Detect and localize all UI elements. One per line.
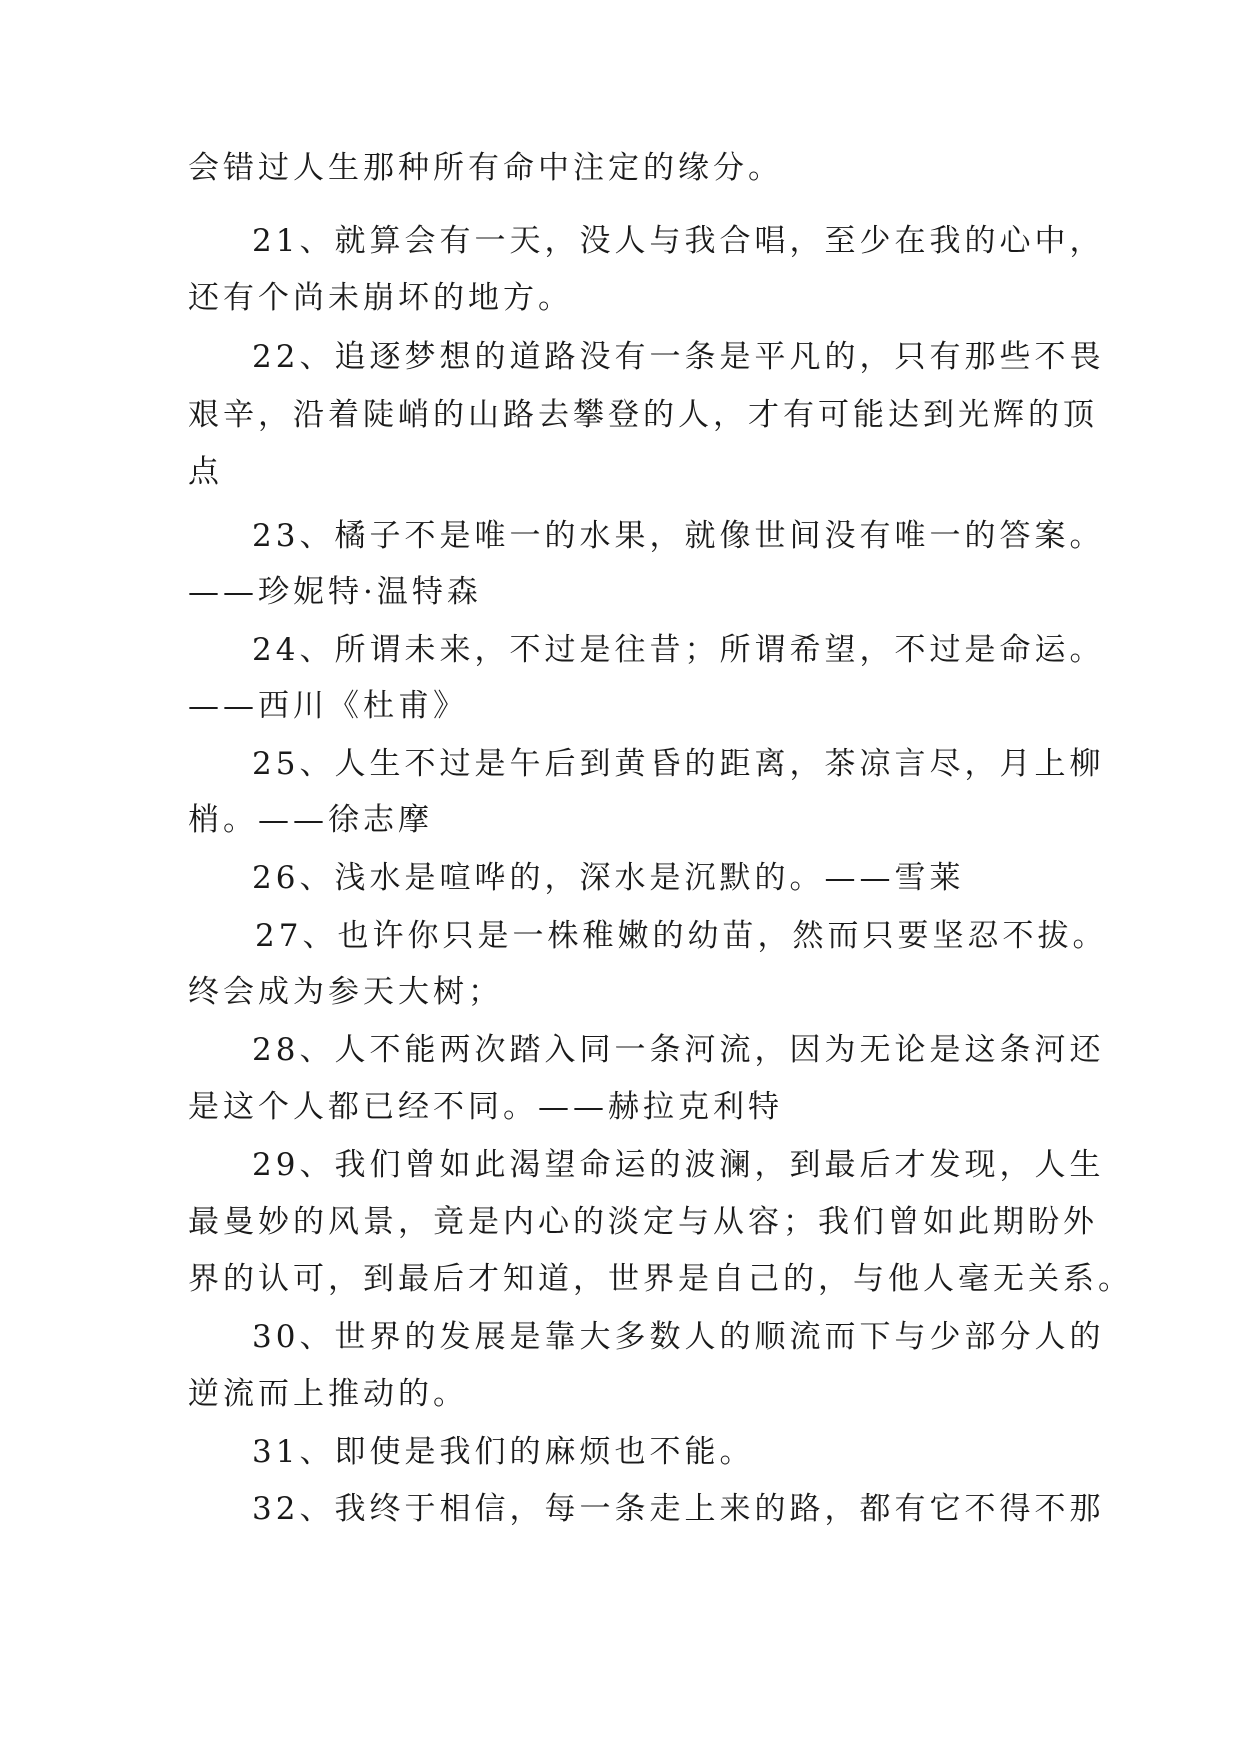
text-line: 会错过人生那种所有命中注定的缘分。 bbox=[188, 150, 783, 186]
text-line: 28、人不能两次踏入同一条河流，因为无论是这条河还 bbox=[252, 1032, 1105, 1068]
text-line: 27、也许你只是一株稚嫩的幼苗，然而只要坚忍不拔。 bbox=[255, 918, 1108, 954]
text-line: 界的认可，到最后才知道，世界是自己的，与他人毫无关系。 bbox=[188, 1261, 1133, 1297]
text-line: ——西川《杜甫》 bbox=[188, 688, 468, 724]
text-line: 23、橘子不是唯一的水果，就像世间没有唯一的答案。 bbox=[252, 518, 1105, 554]
text-line: 24、所谓未来，不过是往昔；所谓希望，不过是命运。 bbox=[252, 632, 1105, 668]
text-line: 22、追逐梦想的道路没有一条是平凡的，只有那些不畏 bbox=[252, 339, 1105, 375]
text-line: 艰辛，沿着陡峭的山路去攀登的人，才有可能达到光辉的顶 bbox=[188, 397, 1098, 433]
text-line: 21、就算会有一天，没人与我合唱，至少在我的心中， bbox=[252, 223, 1105, 259]
text-line: 终会成为参天大树； bbox=[188, 974, 503, 1010]
text-line: 25、人生不过是午后到黄昏的距离，茶凉言尽，月上柳 bbox=[252, 746, 1105, 782]
text-line: 30、世界的发展是靠大多数人的顺流而下与少部分人的 bbox=[252, 1319, 1105, 1355]
text-line: 还有个尚未崩坏的地方。 bbox=[188, 280, 573, 316]
text-line: 最曼妙的风景，竟是内心的淡定与从容；我们曾如此期盼外 bbox=[188, 1204, 1098, 1240]
text-line: ——珍妮特·温特森 bbox=[188, 574, 482, 610]
text-line: 29、我们曾如此渴望命运的波澜，到最后才发现，人生 bbox=[252, 1147, 1105, 1183]
text-line: 32、我终于相信，每一条走上来的路，都有它不得不那 bbox=[252, 1491, 1105, 1527]
text-line: 是这个人都已经不同。——赫拉克利特 bbox=[188, 1089, 783, 1125]
text-line: 逆流而上推动的。 bbox=[188, 1376, 468, 1412]
text-line: 点 bbox=[188, 454, 223, 490]
text-line: 31、即使是我们的麻烦也不能。 bbox=[252, 1434, 755, 1470]
text-line: 梢。——徐志摩 bbox=[188, 802, 433, 838]
text-line: 26、浅水是喧哗的，深水是沉默的。——雪莱 bbox=[252, 860, 965, 896]
